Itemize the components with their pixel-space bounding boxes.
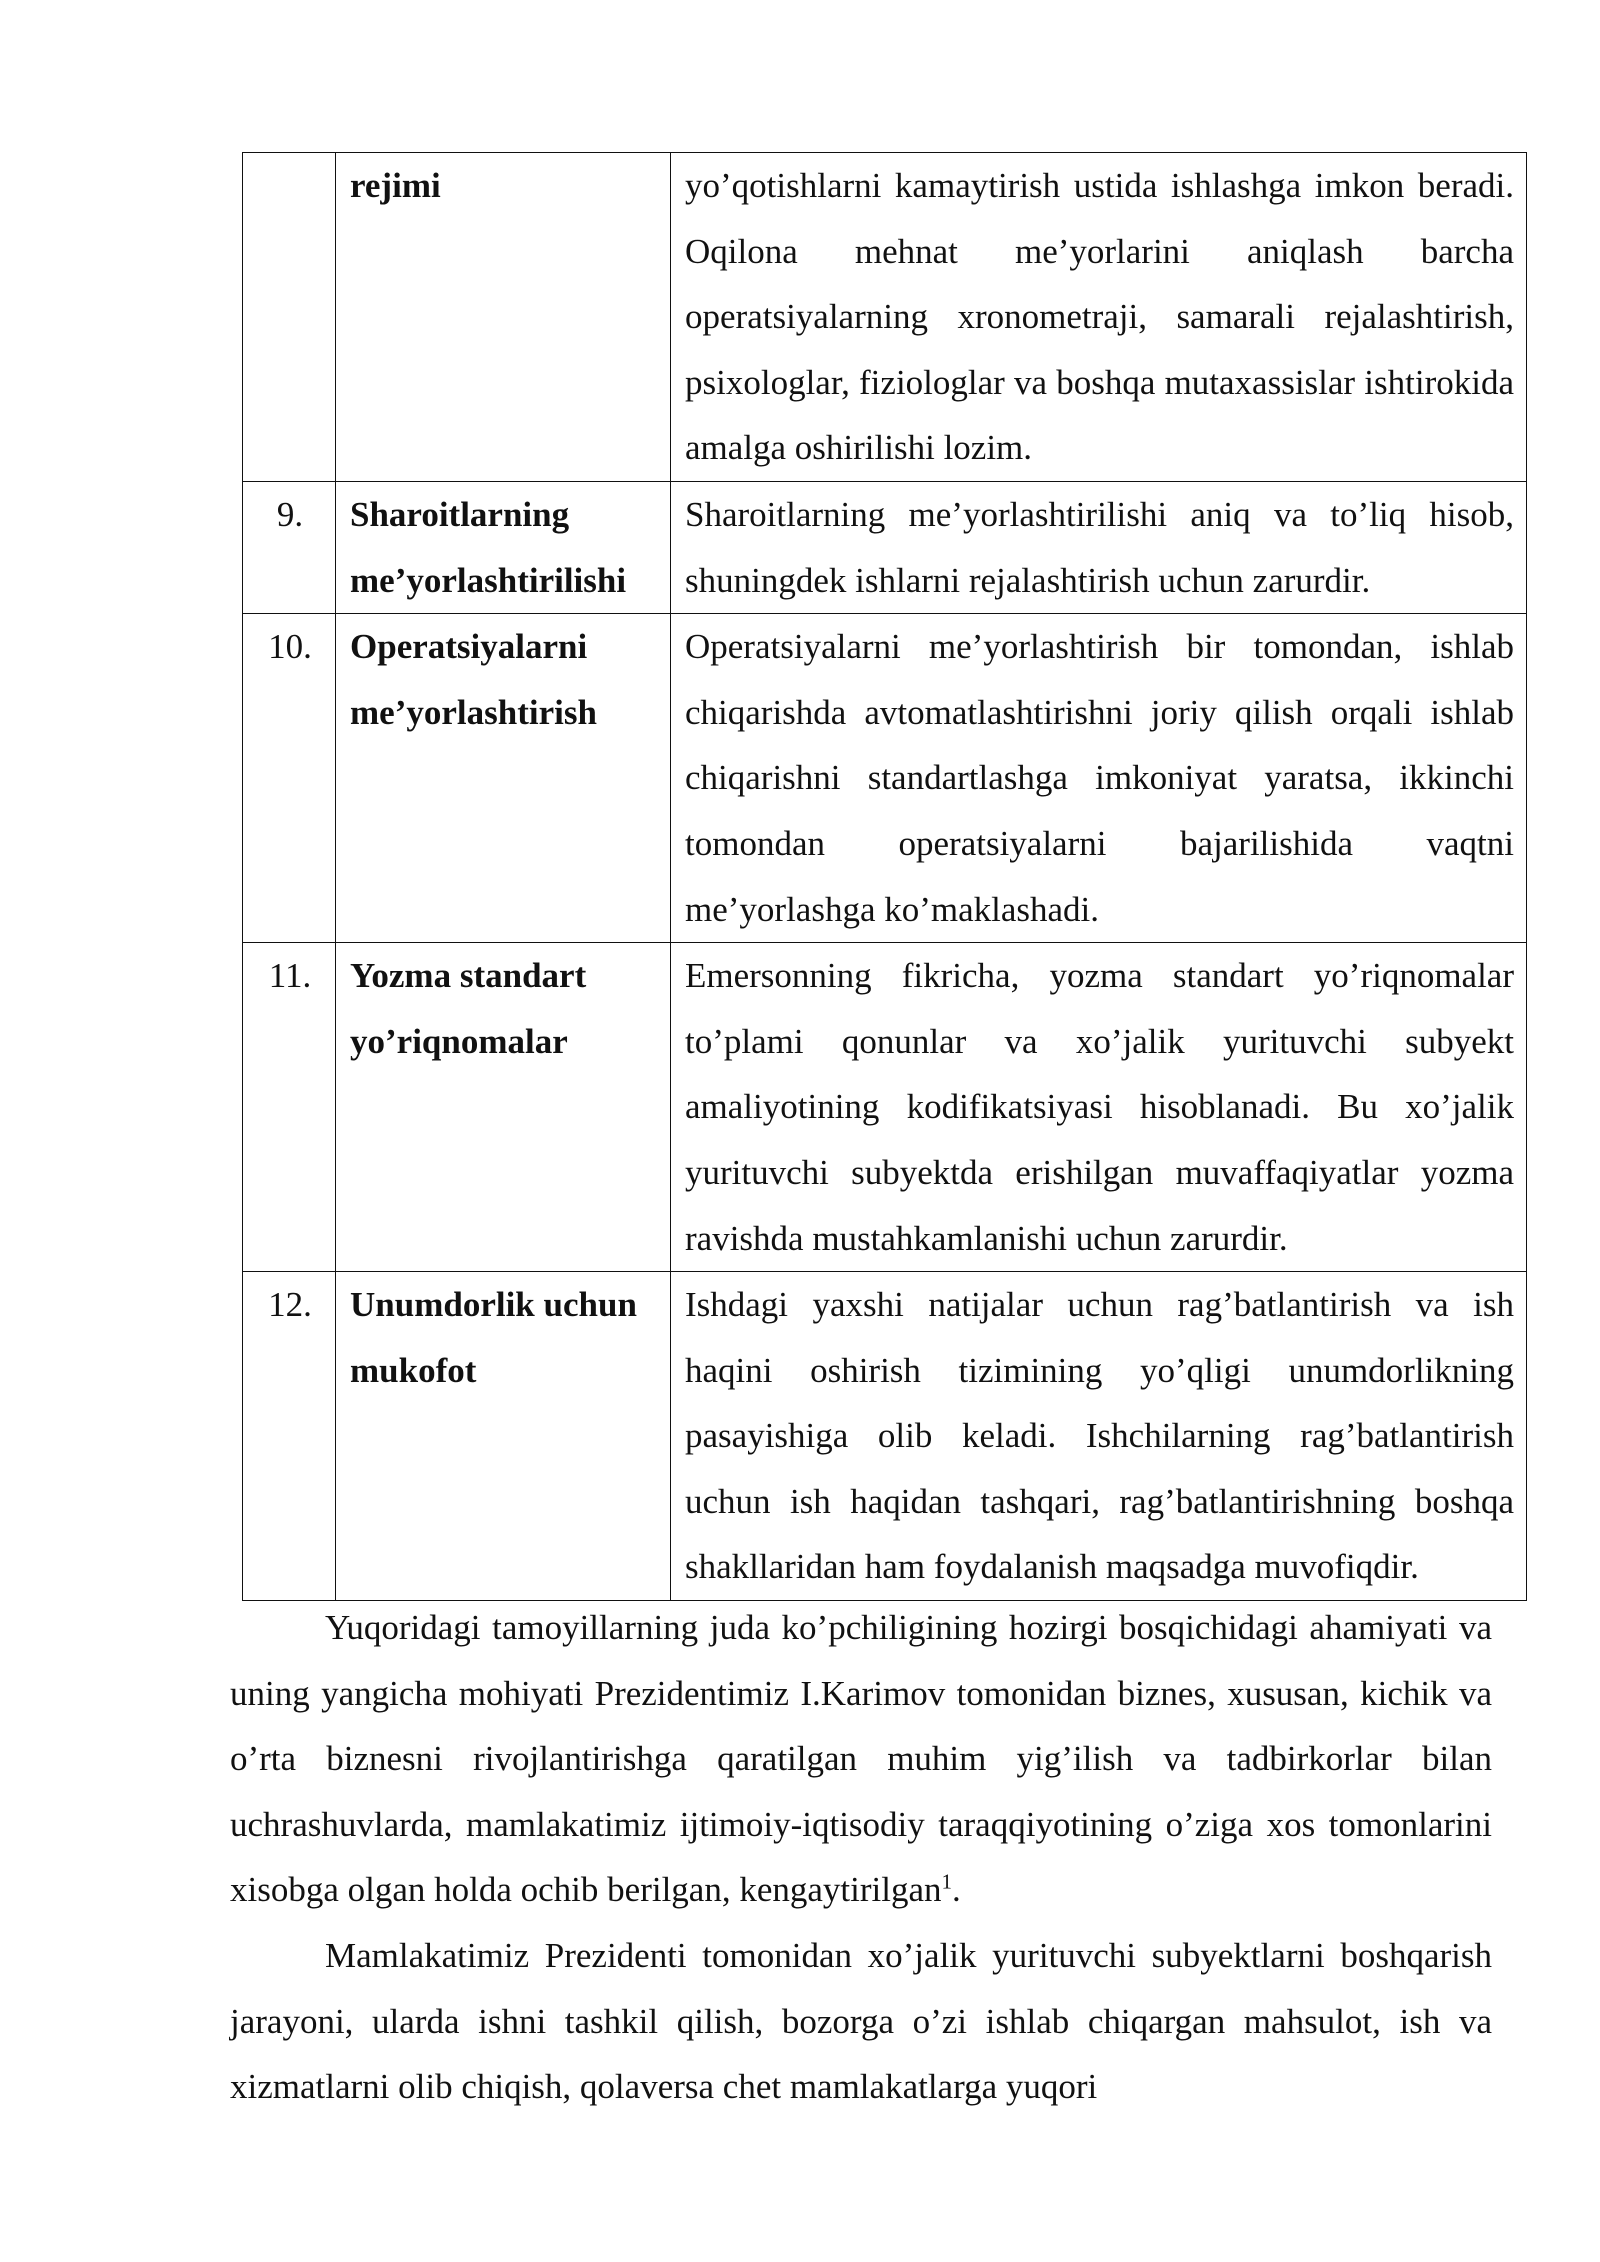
table-row xyxy=(243,943,1527,1272)
row-number xyxy=(243,153,336,482)
paragraph-end-punctuation: . xyxy=(951,1870,961,1910)
row-term: Operatsiyalarni me’yorlashtirish xyxy=(336,614,671,943)
row-term: Sharoitlarning me’yorlashtirilishi xyxy=(336,481,671,613)
paragraph-text: Yuqoridagi tamoyillarning juda ko’pchiligining hozirgi bosqichidagi ahamiyati va uning yangicha mohiyati Prezidentimiz I.Karimov tomonidan biznes, xususan, kichik va o’rta biznesni rivojlantirishga qaratilgan muhim yig’ilish va tadbirkorlar bilan uchrashuvlarda, mamlakatimiz ijtimoiy-iqtisodiy taraqqiyotining o’ziga xos tomonlarini xisobga olgan holda ochib berilgan, kengaytirilgan xyxy=(230,1608,1492,1910)
row-number: 9. xyxy=(243,481,336,613)
table-row xyxy=(243,153,1527,482)
row-description: Ishdagi yaxshi natijalar uchun rag’batlantirish va ish haqini oshirish tizimining yo’qligi unumdorlikning pasayishiga olib keladi. Ishchilarning rag’batlantirish uchun ish haqidan tashqari, rag’batlantirishning boshqa shakllaridan ham foydalanish maqsadga muvofiqdir. xyxy=(671,1272,1527,1601)
row-description: Emersonning fikricha, yozma standart yo’riqnomalar to’plami qonunlar va xo’jalik yurituvchi subyekt amaliyotining kodifikatsiyasi hisoblanadi. Bu xo’jalik yurituvchi subyektda erishilgan muvaffaqiyatlar yozma ravishda mustahkamlanishi uchun zarurdir. xyxy=(671,943,1527,1272)
paragraph xyxy=(230,1595,1492,1923)
row-description: Operatsiyalarni me’yorlashtirish bir tomondan, ishlab chiqarishda avtomatlashtirishni joriy qilish orqali ishlab chiqarishni standartlashga imkoniyat yaratsa, ikkinchi tomondan operatsiyalarni bajarilishida vaqtni me’yorlashga ko’maklashadi. xyxy=(671,614,1527,943)
footnote-reference[interactable]: 1 xyxy=(941,1869,952,1894)
row-number: 12. xyxy=(243,1272,336,1601)
row-term: rejimi xyxy=(336,153,671,482)
row-description: Sharoitlarning me’yorlashtirilishi aniq va to’liq hisob, shuningdek ishlarni rejalashtirish uchun zarurdir. xyxy=(671,481,1527,613)
row-term: Yozma standart yo’riqnomalar xyxy=(336,943,671,1272)
row-term: Unumdorlik uchun mukofot xyxy=(336,1272,671,1601)
principles-table xyxy=(242,152,1527,1601)
row-description: yo’qotishlarni kamaytirish ustida ishlashga imkon beradi. Oqilona mehnat me’yorlarini aniqlash barcha operatsiyalarning xronometraji, samarali rejalashtirish, psixologlar, fiziologlar va boshqa mutaxassislar ishtirokida amalga oshirilishi lozim. xyxy=(671,153,1527,482)
paragraph-text: Mamlakatimiz Prezidenti tomonidan xo’jalik yurituvchi subyektlarni boshqarish jarayoni, ularda ishni tashkil qilish, bozorga o’zi ishlab chiqargan mahsulot, ish va xizmatlarni olib chiqish, qolaversa chet mamlakatlarga yuqori xyxy=(230,1935,1492,2107)
table-row xyxy=(243,481,1527,613)
table-row xyxy=(243,614,1527,943)
paragraph xyxy=(230,1923,1492,2120)
table-row xyxy=(243,1272,1527,1601)
row-number: 10. xyxy=(243,614,336,943)
row-number: 11. xyxy=(243,943,336,1272)
body-text xyxy=(230,1595,1492,2120)
